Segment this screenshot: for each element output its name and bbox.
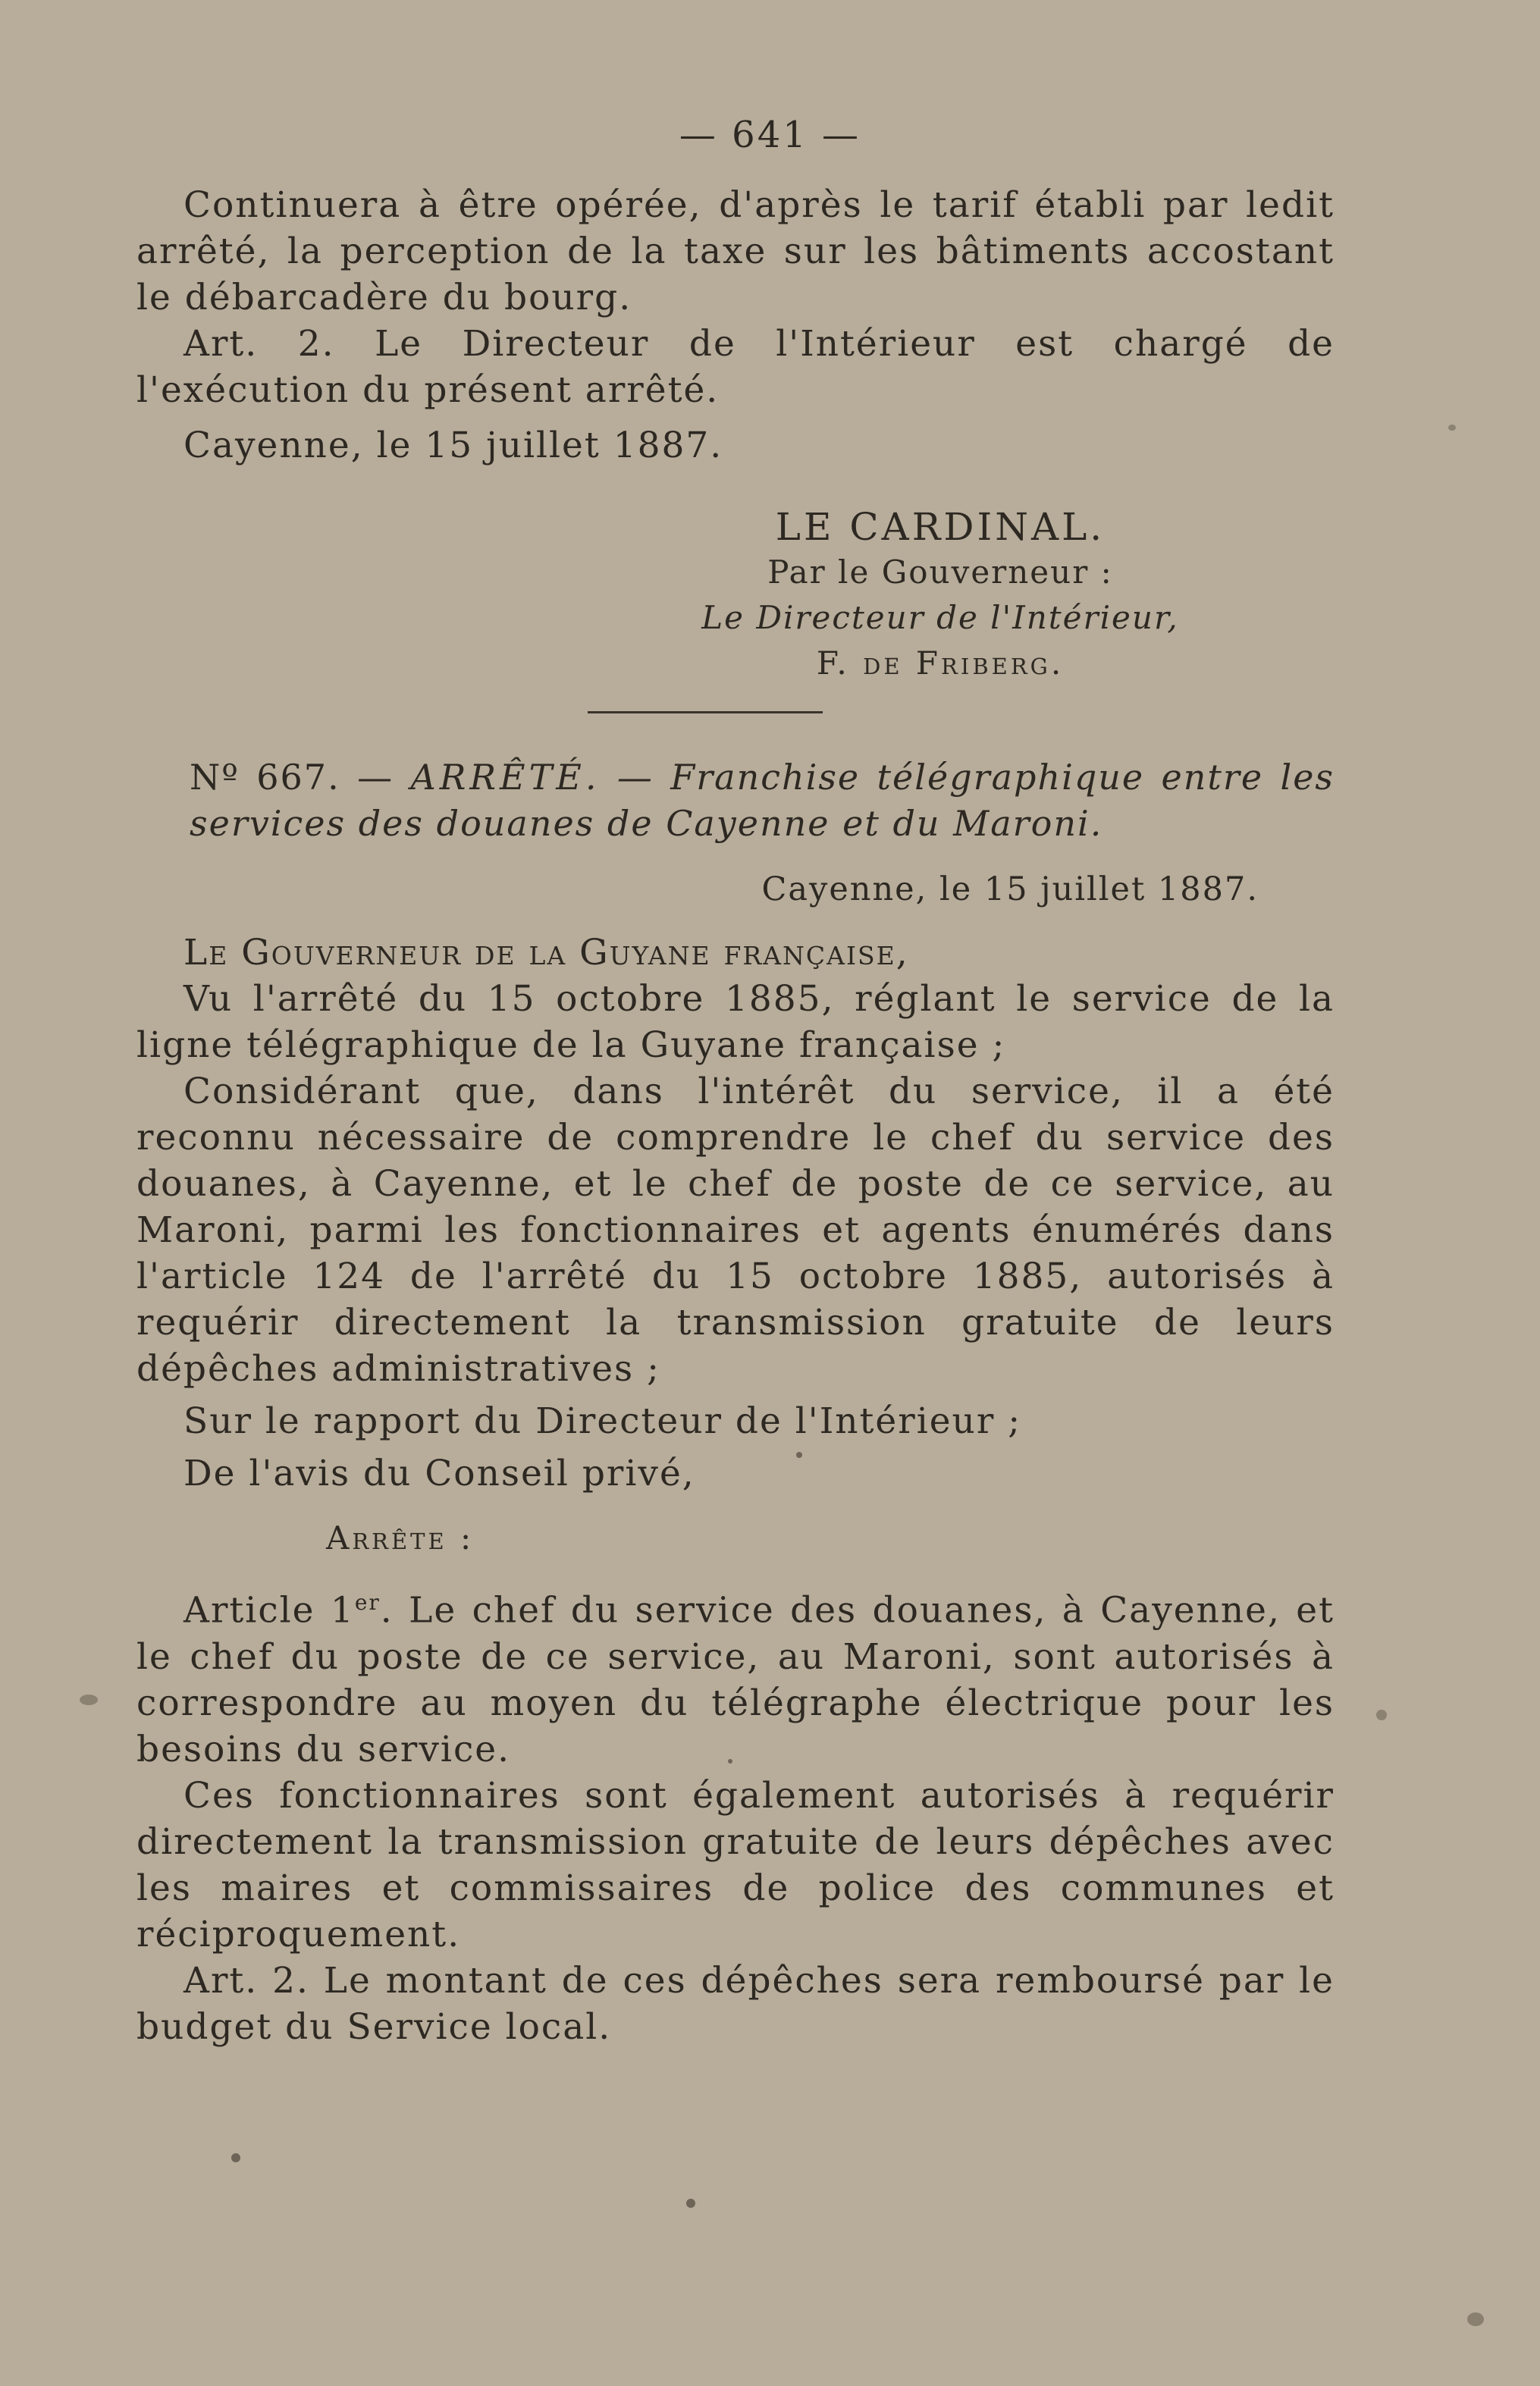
scan-speck (1376, 1710, 1387, 1720)
decree-preamble: Le Gouverneur de la Guyane française, (183, 932, 909, 974)
article-1-sup: er (354, 1590, 381, 1615)
decree-arrete-label: Arrête : (326, 1519, 475, 1557)
decree-date: Cayenne, le 15 juillet 1887. (761, 870, 1259, 908)
decree-article-1 (136, 1579, 1335, 1773)
scan-speck (686, 2199, 695, 2208)
decree-label: ARRÊTÉ. (410, 757, 601, 798)
page-number: — 641 — (679, 114, 861, 156)
continued-decree (136, 182, 1335, 469)
decree-recital-3: Sur le rapport du Directeur de l'Intérieur ; (183, 1400, 1022, 1442)
decree-recital-4: De l'avis du Conseil privé, (183, 1453, 695, 1494)
decree-subject: — Franchise télégraphique entre les services des douanes de Cayenne et du Maroni. (190, 757, 1335, 844)
paragraph-continuation: Continuera à être opérée, d'après le tarif établi par ledit arrêté, la perception de la taxe sur les bâtiments accostant le débarcadère du bourg. (136, 184, 1335, 318)
paragraph-article-2: Art. 2. Le Directeur de l'Intérieur est chargé de l'exécution du présent arrêté. (136, 323, 1335, 411)
signature-by: Par le Gouverneur : (767, 553, 1113, 591)
decree-article-1-para-2: Ces fonctionnaires sont également autorisés à requérir directement la transmission gratuite de leurs dépêches avec les maires et commissaires de police des communes et réciproquement. (136, 1774, 1335, 1955)
article-1-text: . Le chef du service des douanes, à Cayenne, et le chef du poste de ce service, au Maroni, sont autorisés à correspondre au moyen du télégraphe électrique pour les besoins du service. (136, 1589, 1335, 1770)
decree-heading (136, 754, 1335, 847)
signature-title: Le Directeur de l'Intérieur, (701, 599, 1179, 636)
signature-block (667, 504, 1213, 686)
signature-signer: F. de Friberg. (816, 644, 1065, 682)
article-2-text: Le montant de ces dépêches sera remboursé par le budget du Service local. (136, 1959, 1335, 2048)
article-1-lead: Article 1 (183, 1589, 355, 1632)
decree-recital-2: Considérant que, dans l'intérêt du service, il a été reconnu nécessaire de comprendre le chef du service des douanes, à Cayenne, et le chef de poste de ce service, au Maroni, parmi les fonctionnaires et agents énumérés dans l'article 124 de l'arrêté du 15 octobre 1885, autorisés à requérir directement la transmission gratuite de leurs dépêches administratives ; (136, 1071, 1335, 1390)
date-line: Cayenne, le 15 juillet 1887. (183, 425, 723, 466)
decree-article-2 (136, 1958, 1335, 2050)
scan-speck (796, 1452, 802, 1458)
article-2-lead: Art. 2. (183, 1959, 309, 2002)
decree-667 (136, 754, 1335, 2050)
scan-speck (231, 2153, 240, 2162)
decree-recital-1: Vu l'arrêté du 15 octobre 1885, réglant le service de la ligne télégraphique de la Guyane française ; (136, 978, 1335, 1066)
scan-speck (728, 1759, 732, 1764)
decree-number: Nº 667. — (190, 757, 394, 798)
signature-name: LE CARDINAL. (775, 505, 1106, 549)
scan-speck (1448, 425, 1456, 431)
scan-speck (1467, 2312, 1484, 2326)
section-divider (588, 711, 823, 713)
scan-speck (80, 1695, 98, 1705)
